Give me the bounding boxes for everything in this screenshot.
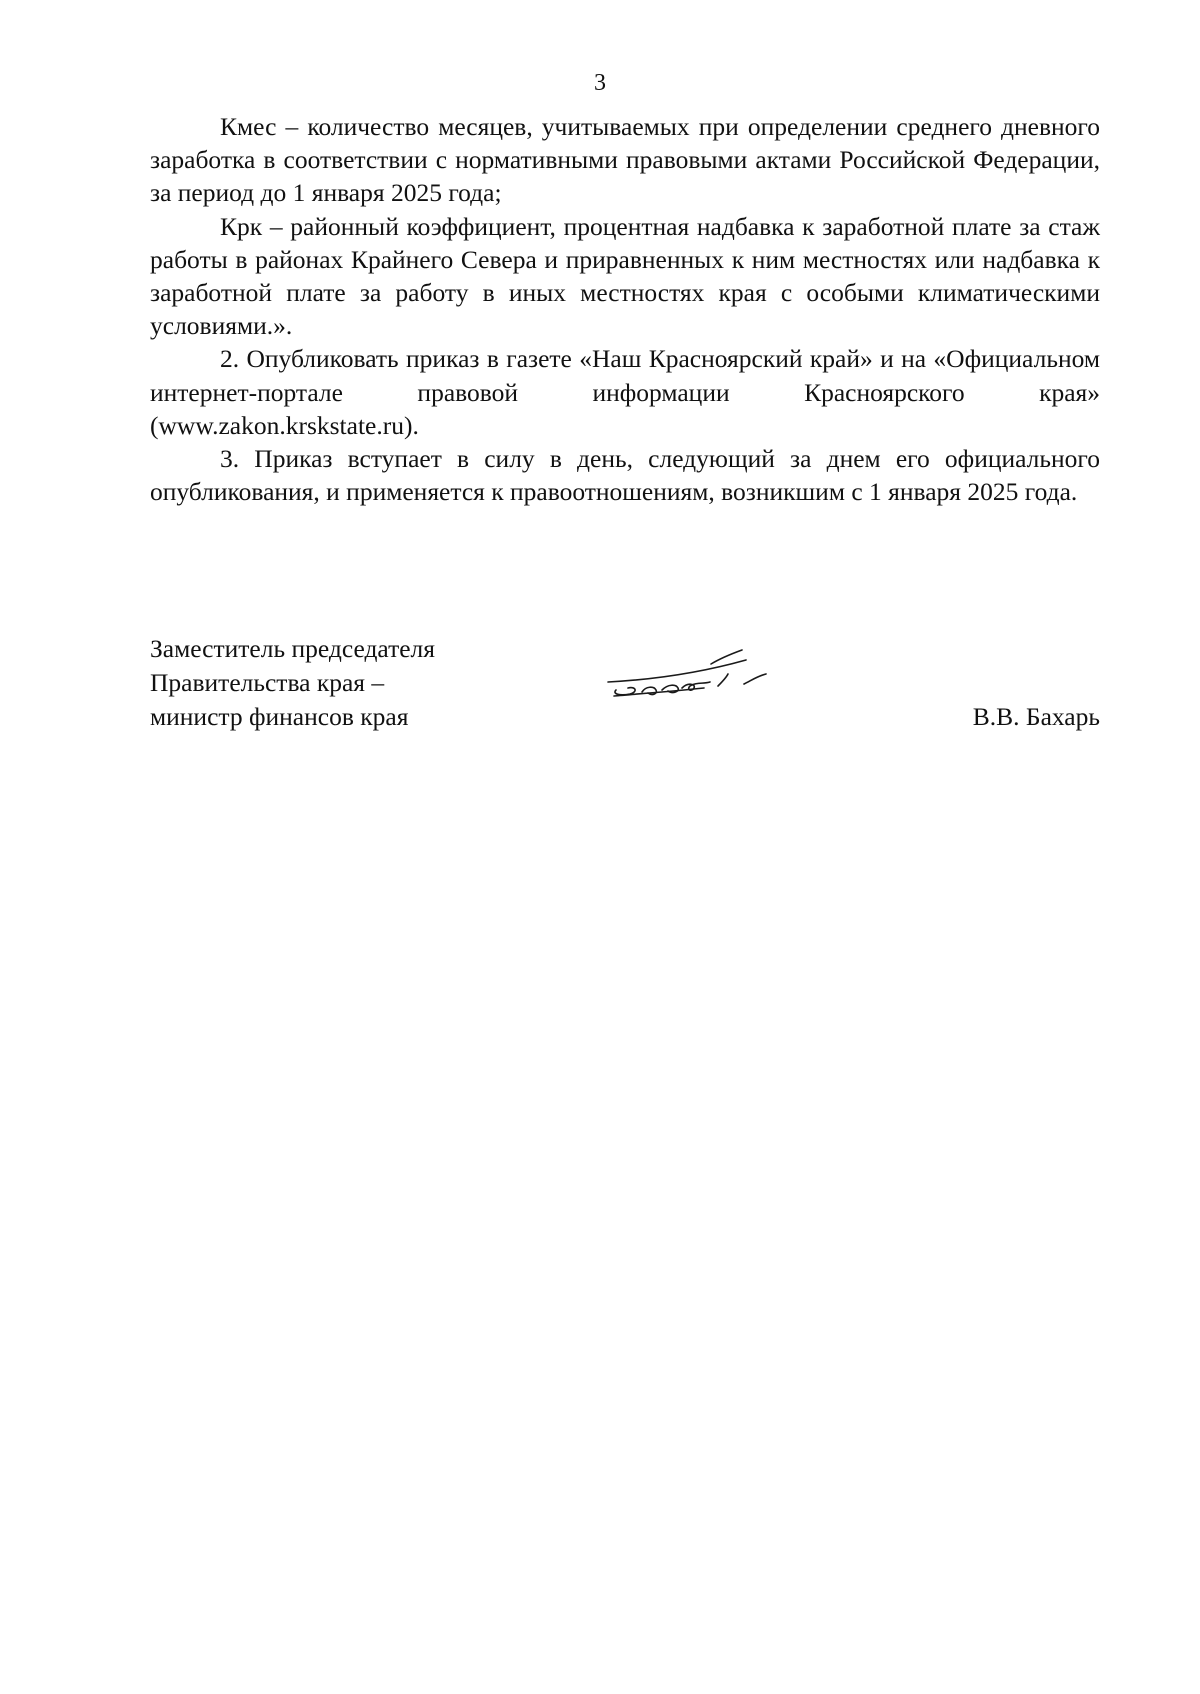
signer-position-line-1: Заместитель председателя [150,634,435,663]
handwritten-signature [606,646,786,706]
signer-position-line-2: Правительства края – [150,668,385,697]
signer-position-line-3: министр финансов края [150,702,409,731]
paragraph-krk-definition: Крк – районный коэффициент, процентная надбавка к заработной плате за стаж работы в районах Крайнего Севера и приравненных к ним местностях или надбавка к заработной плате за работу в иных местностях края с особыми климатическими условиями.». [150,211,1100,341]
paragraph-publication-order: 2. Опубликовать приказ в газете «Наш Красноярский край» и на «Официальном интернет-портале правовой информации Красноярского края» (www.zakon.krskstate.ru). [150,344,1100,440]
document-body [150,110,1100,508]
signature-block [150,632,1100,742]
signer-name: В.В. Бахарь [972,702,1100,731]
paragraph-effective-date: 3. Приказ вступает в силу в день, следующий за днем его официального опубликования, и применяется к правоотношениям, возникшим с 1 января 2025 года. [150,444,1100,507]
signer-position [150,632,570,734]
paragraph-kmes-definition: Кмес – количество месяцев, учитываемых при определении среднего дневного заработка в соответствии с нормативными правовыми актами Российской Федерации, за период до 1 января 2025 года; [150,112,1100,208]
page-number: 3 [594,70,606,96]
